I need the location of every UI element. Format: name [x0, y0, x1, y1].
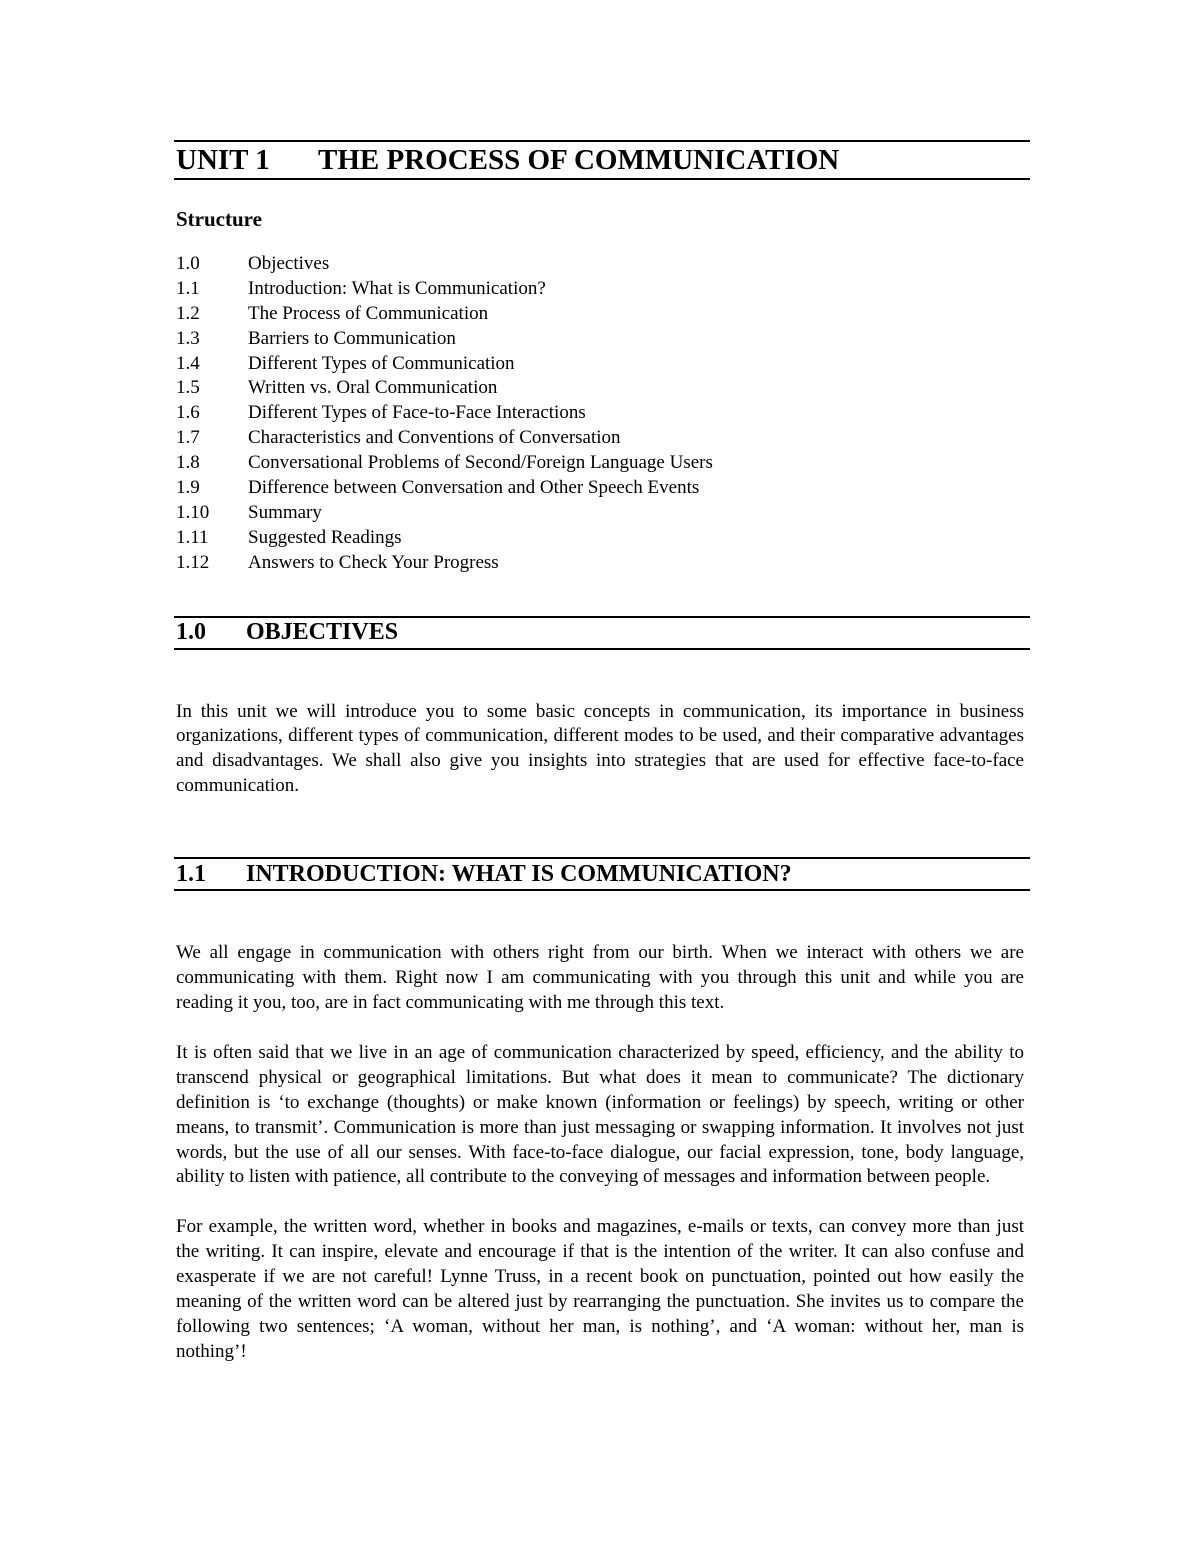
structure-item-number: 1.2 [176, 302, 200, 324]
section-heading-introduction [174, 857, 1030, 891]
introduction-paragraph: It is often said that we live in an age of communication characterized by speed, efficiency, and the ability to transcend physical or geographical limitations. But what does it mean to communicate? The dictionary definition is ‘to exchange (thoughts) or make known (information or feelings) by speech, writing or other means, to transmit’. Communication is more than just messaging or swapping information. It involves not just words, but the use of all our senses. With face-to-face dialogue, our facial expression, tone, body language, ability to listen with patience, all contribute to the conveying of messages and information between people. [176, 1041, 1024, 1188]
structure-item-label: Objectives [248, 253, 330, 274]
structure-item-label: Suggested Readings [248, 526, 402, 548]
structure-item [176, 476, 1030, 501]
structure-label: Structure [176, 207, 262, 231]
structure-item [176, 302, 1030, 327]
structure-item-number: 1.8 [176, 452, 200, 474]
introduction-paragraph: We all engage in communication with others right from our birth. When we interact with others we are communicating with them. Right now I am communicating with you through this unit and while you are reading it you, too, are in fact communicating with me through this text. [176, 942, 1024, 1014]
introduction-paragraph: For example, the written word, whether in books and magazines, e-mails or texts, can convey more than just the writing. It can inspire, elevate and encourage if that is the intention of the writer. It can also confuse and exasperate if we are not careful! Lynne Truss, in a recent book on punctuation, pointed out how easily the meaning of the written word can be altered just by rearranging the punctuation. She invites us to compare the following two sentences; ‘A woman, without her man, is nothing’, and ‘A woman: without her, man is nothing’! [176, 1216, 1024, 1362]
structure-item-label: Introduction: What is Communication? [248, 277, 546, 299]
unit-heading [174, 140, 1030, 180]
objectives-paragraph: In this unit we will introduce you to some basic concepts in communication, its importance in business organizations, different types of communication, different modes to be used, and their comparative advantages and disadvantages. We shall also give you insights into strategies that are used for effective face-to-face communication. [176, 700, 1024, 797]
document-page [174, 140, 1030, 1365]
structure-item-number: 1.11 [176, 526, 209, 548]
structure-item-number: 1.12 [176, 551, 210, 573]
section-number: 1.0 [176, 619, 206, 646]
structure-item [176, 252, 1030, 277]
structure-item-number: 1.6 [176, 402, 200, 424]
structure-item [176, 526, 1030, 551]
structure-item-label: Answers to Check Your Progress [248, 551, 499, 573]
structure-item-label: Difference between Conversation and Other Speech Events [248, 477, 700, 499]
structure-item-number: 1.9 [176, 477, 200, 499]
structure-item-label: Characteristics and Conventions of Conversation [248, 427, 621, 449]
structure-item [176, 401, 1030, 426]
structure-item-number: 1.4 [176, 352, 200, 374]
structure-item [176, 501, 1030, 526]
structure-item-label: Different Types of Face-to-Face Interactions [248, 402, 586, 424]
structure-item [176, 277, 1030, 302]
structure-item [176, 451, 1030, 476]
structure-item-label: Conversational Problems of Second/Foreign Language Users [248, 452, 713, 474]
section-title: INTRODUCTION: WHAT IS COMMUNICATION? [246, 860, 792, 887]
section-number: 1.1 [176, 860, 206, 887]
structure-item-number: 1.3 [176, 327, 200, 349]
structure-item-label: The Process of Communication [248, 302, 489, 324]
unit-number: UNIT 1 [176, 143, 270, 176]
structure-item [176, 327, 1030, 352]
structure-item-number: 1.0 [176, 253, 200, 274]
structure-item-number: 1.7 [176, 427, 200, 449]
structure-item [176, 376, 1030, 401]
section-title: OBJECTIVES [246, 619, 399, 646]
structure-list [174, 252, 1030, 576]
section-heading-objectives [174, 616, 1030, 650]
structure-item-label: Different Types of Communication [248, 352, 515, 374]
structure-item-label: Barriers to Communication [248, 327, 456, 349]
structure-item [176, 426, 1030, 451]
structure-item [176, 352, 1030, 377]
structure-item-number: 1.1 [176, 277, 200, 299]
structure-item-label: Summary [248, 501, 322, 523]
structure-item-label: Written vs. Oral Communication [248, 377, 498, 399]
structure-item-number: 1.10 [176, 501, 210, 523]
structure-item [176, 551, 1030, 576]
unit-title: THE PROCESS OF COMMUNICATION [318, 143, 840, 176]
structure-item-number: 1.5 [176, 377, 200, 399]
